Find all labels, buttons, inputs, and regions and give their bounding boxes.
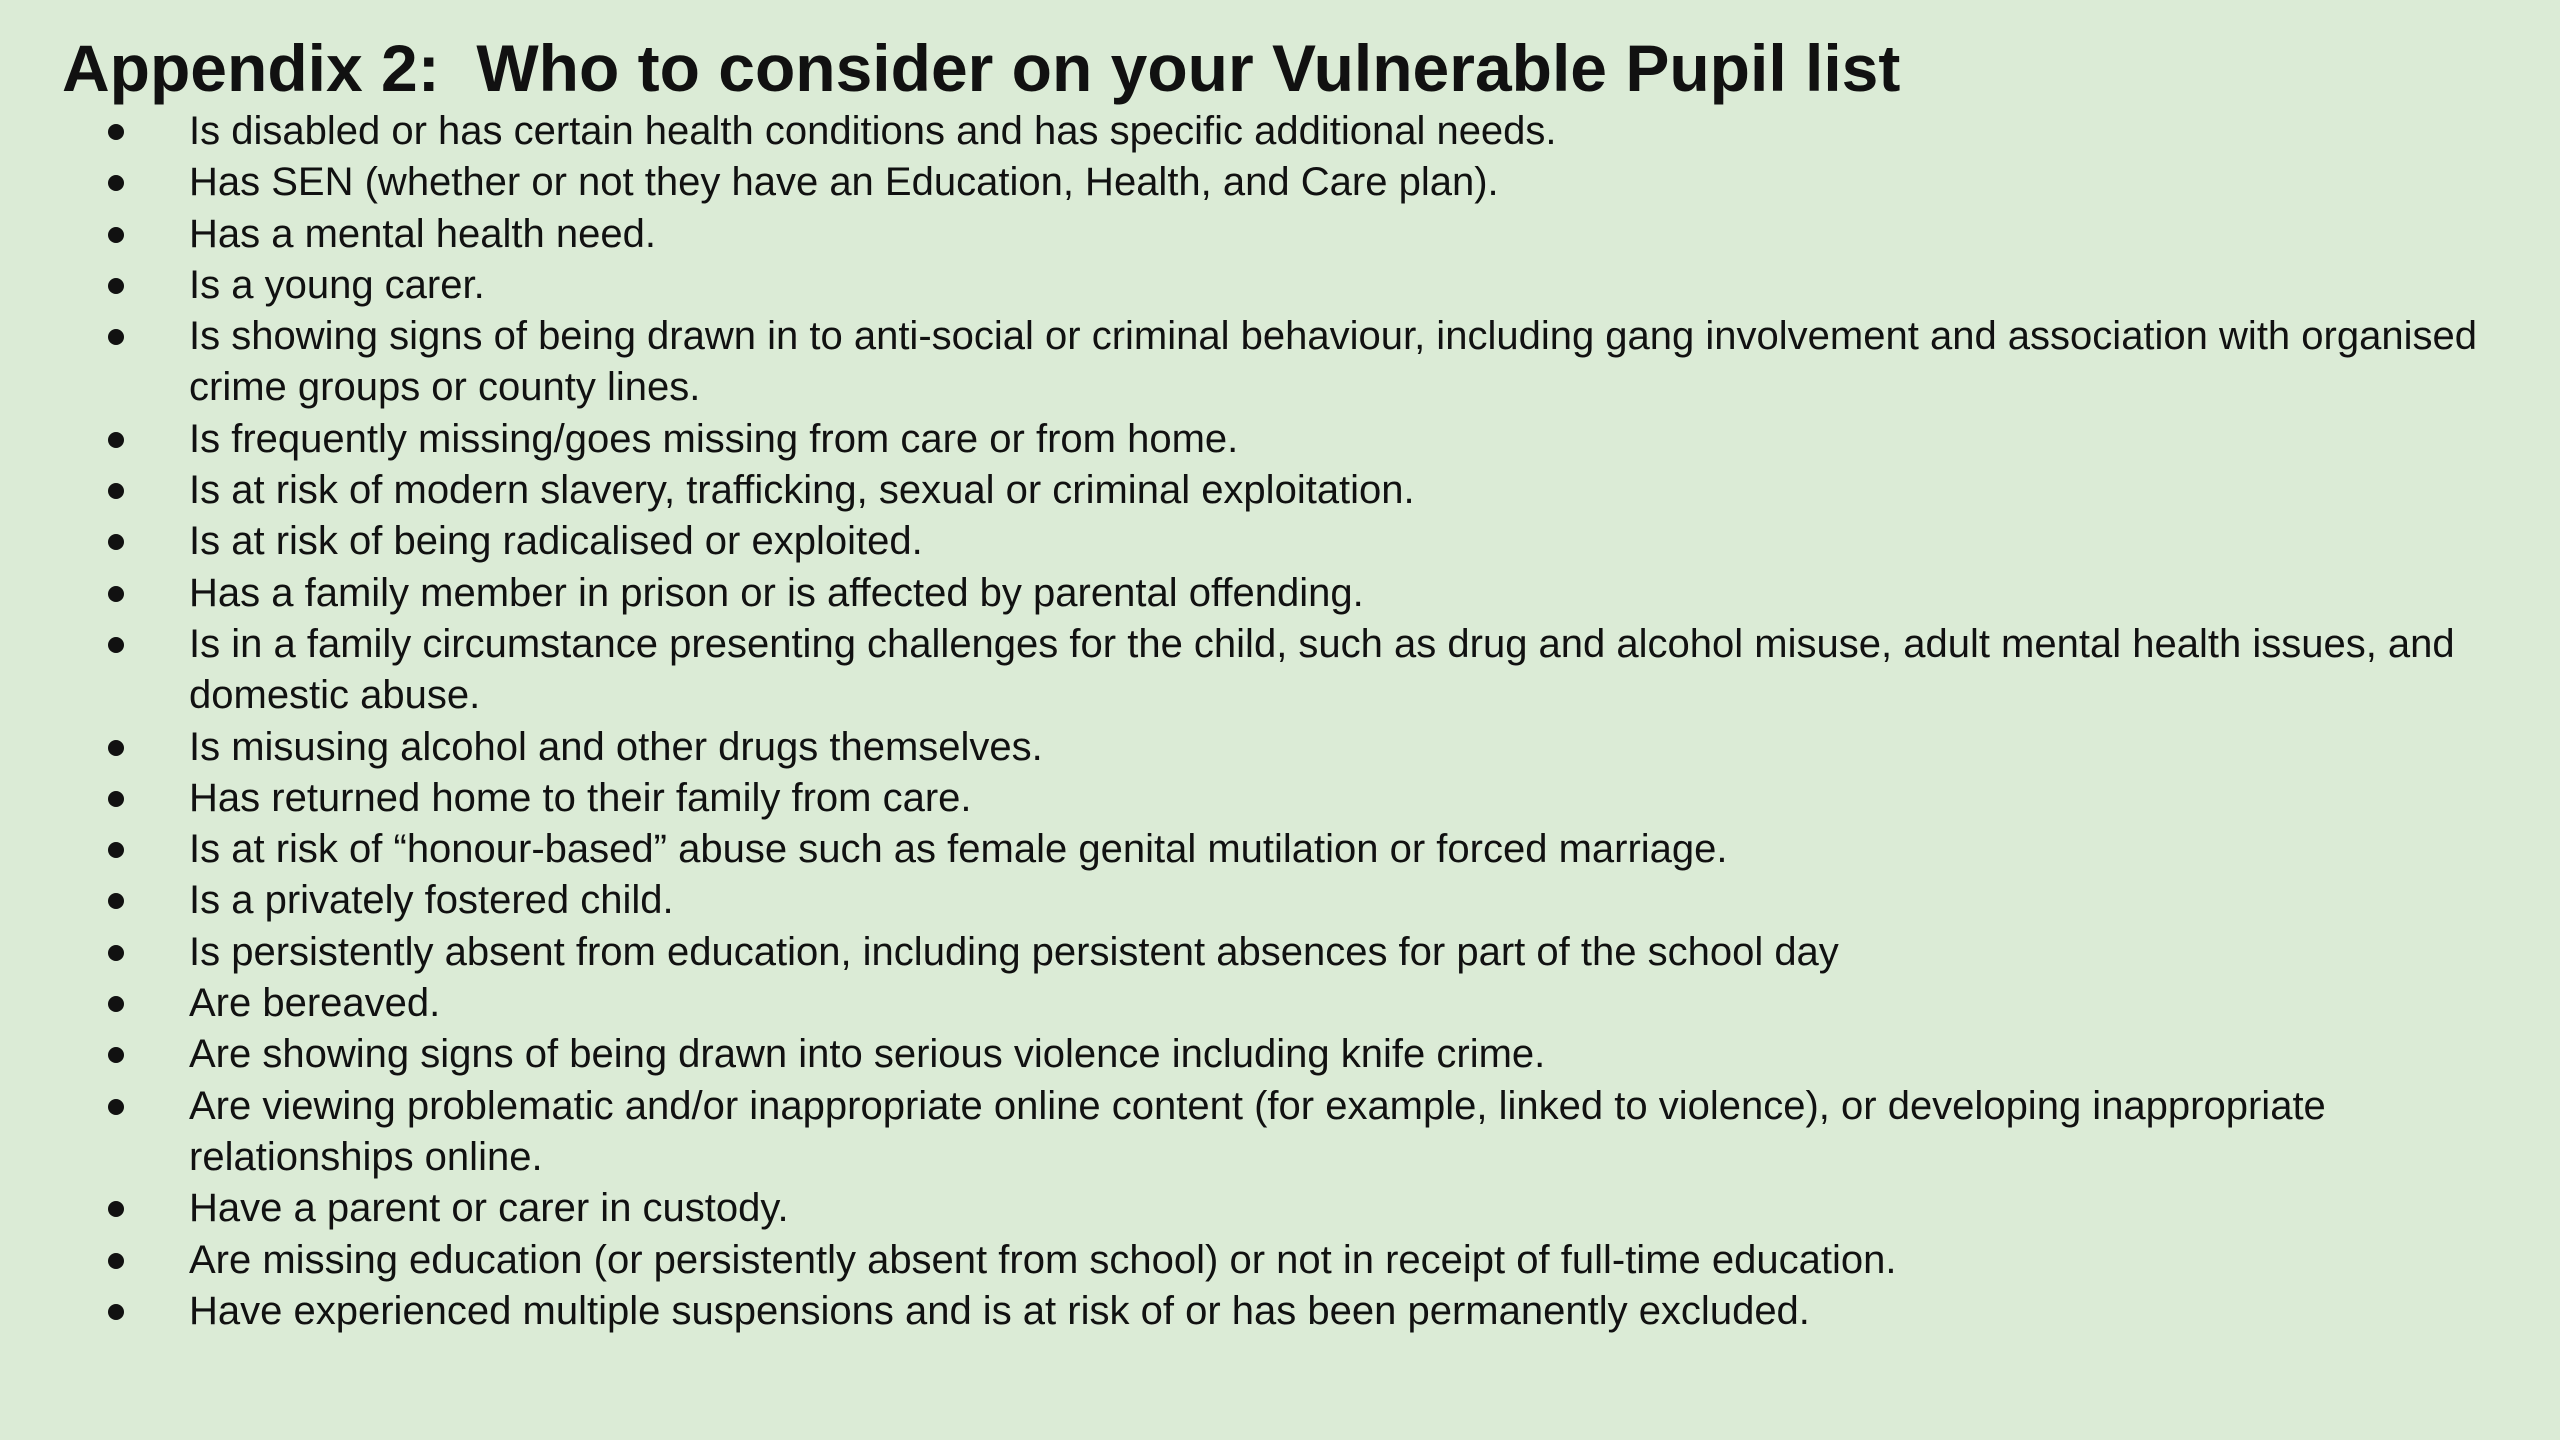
list-item [62,106,2500,157]
page-title: Appendix 2: Who to consider on your Vulnerable Pupil list [62,31,1901,105]
list-item [62,260,2500,311]
bullet-dot-icon [108,1099,124,1115]
list-item [62,1081,2500,1184]
list-item [62,568,2500,619]
vulnerable-pupil-list [62,106,2500,1337]
list-item-text: Are missing education (or persistently absent from school) or not in receipt of full-time education. [189,1237,1897,1282]
bullet-dot-icon [108,1047,124,1063]
bullet-dot-icon [108,637,124,653]
list-item-text: Are bereaved. [189,981,441,1026]
list-item [62,875,2500,926]
list-item [62,1029,2500,1080]
list-item [62,1286,2500,1337]
list-item-text: Are viewing problematic and/or inappropriate online content (for example, linked to violence), or developing inappropriate relationships online. [189,1083,2326,1179]
list-item-text: Has SEN (whether or not they have an Education, Health, and Care plan). [189,160,1499,205]
list-item-text: Is misusing alcohol and other drugs themselves. [189,724,1043,769]
bullet-dot-icon [108,124,124,140]
list-item-text: Is showing signs of being drawn in to anti-social or criminal behaviour, including gang involvement and association with organised crime groups or county lines. [189,314,2477,410]
bullet-dot-icon [108,1201,124,1217]
bullet-dot-icon [108,1253,124,1269]
list-item-text: Is disabled or has certain health conditions and has specific additional needs. [189,109,1557,153]
bullet-dot-icon [108,740,124,756]
list-item [62,773,2500,824]
bullet-dot-icon [108,945,124,961]
list-item-text: Has a mental health need. [189,211,656,256]
bullet-dot-icon [108,227,124,243]
list-item [62,311,2500,414]
list-item [62,157,2500,208]
list-item [62,978,2500,1029]
list-item [62,209,2500,260]
bullet-dot-icon [108,893,124,909]
list-item-text: Is at risk of modern slavery, trafficking, sexual or criminal exploitation. [189,468,1415,513]
list-item [62,824,2500,875]
bullet-dot-icon [108,175,124,191]
list-item-text: Is in a family circumstance presenting challenges for the child, such as drug and alcohol misuse, adult mental health issues, and domestic abuse. [189,621,2455,718]
bullet-dot-icon [108,996,124,1012]
list-item-text: Is a young carer. [189,262,485,307]
list-item [62,1183,2500,1234]
bullet-dot-icon [108,329,124,345]
list-item-text: Have a parent or carer in custody. [189,1186,789,1231]
list-item-text: Is frequently missing/goes missing from care or from home. [189,416,1239,461]
list-item [62,619,2500,722]
bullet-dot-icon [108,278,124,294]
list-item-text: Is persistently absent from education, including persistent absences for part of the school day [189,929,1839,974]
list-item [62,1235,2500,1286]
list-item [62,465,2500,516]
list-item-text: Has returned home to their family from care. [189,775,972,820]
list-item-text: Is at risk of “honour-based” abuse such as female genital mutilation or forced marriage. [189,827,1728,872]
list-item-text: Have experienced multiple suspensions and is at risk of or has been permanently excluded. [189,1288,1810,1333]
list-item [62,722,2500,773]
list-item-text: Is at risk of being radicalised or exploited. [189,519,923,564]
list-item-text: Is a privately fostered child. [189,878,674,923]
list-item [62,516,2500,567]
bullet-dot-icon [108,483,124,499]
list-item-text: Are showing signs of being drawn into serious violence including knife crime. [189,1032,1546,1077]
list-item [62,414,2500,465]
bullet-dot-icon [108,586,124,602]
bullet-dot-icon [108,432,124,448]
bullet-dot-icon [108,534,124,550]
list-item-text: Has a family member in prison or is affected by parental offending. [189,570,1364,615]
bullet-dot-icon [108,791,124,807]
bullet-dot-icon [108,842,124,858]
bullet-dot-icon [108,1304,124,1320]
list-item [62,927,2500,978]
